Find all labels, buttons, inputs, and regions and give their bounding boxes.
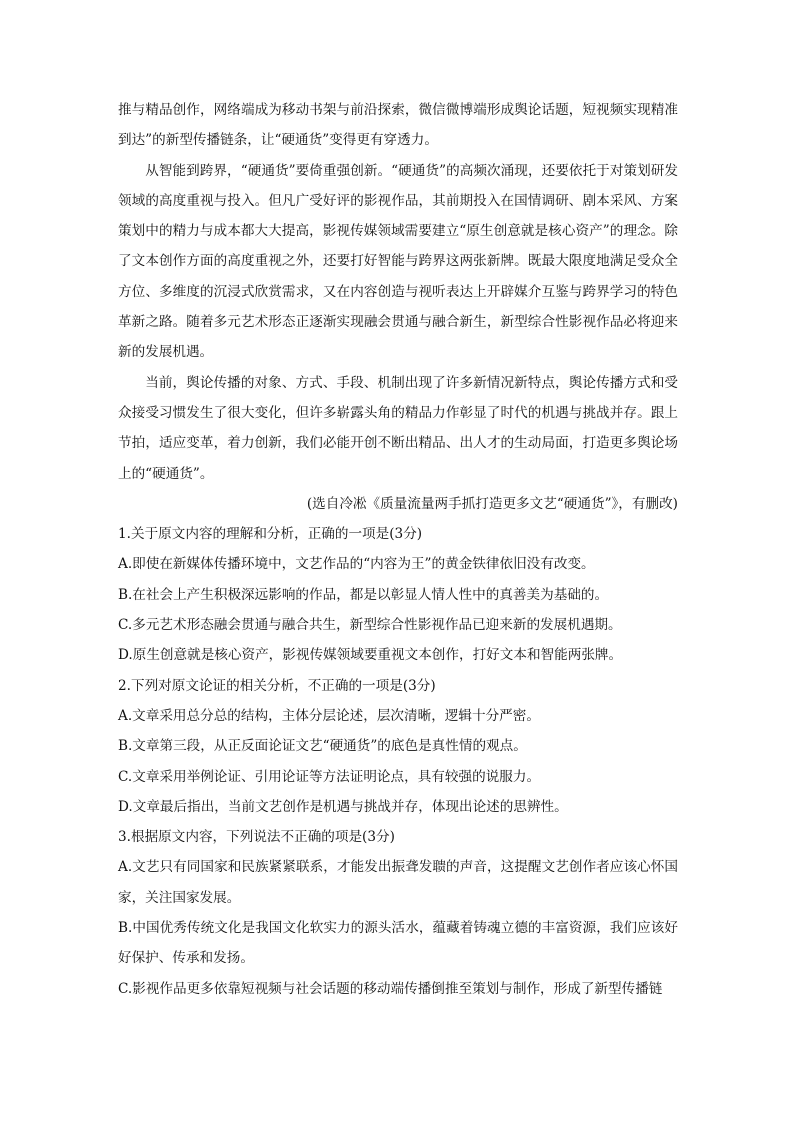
question-2	[118, 671, 678, 822]
passage-paragraph-1: 推与精品创作，网络端成为移动书架与前沿探索，微信微博端形成舆论话题，短视频实现精准到达”的新型传播链条，让“硬通货”变得更有穿透力。	[118, 102, 678, 149]
question-1	[118, 519, 678, 670]
question-3	[118, 822, 678, 1004]
question-stem: 2.下列对原文论证的相关分析，不正确的一项是(3分)	[118, 677, 436, 694]
option-d: D.文章最后指出，当前文艺创作是机遇与挑战并存，体现出论述的思辨性。	[118, 798, 568, 815]
option-b: B.在社会上产生积极深远影响的作品，都是以彰显人情人性中的真善美为基础的。	[118, 586, 609, 603]
question-stem: 3.根据原文内容，下列说法不正确的项是(3分)	[118, 829, 395, 846]
question-stem: 1.关于原文内容的理解和分析，正确的一项是(3分)	[118, 526, 423, 543]
option-b: B.中国优秀传统文化是我国文化软实力的源头活水，蕴藏着铸魂立德的丰富资源，我们应该好好保护、传承和发扬。	[118, 920, 678, 967]
document-page	[118, 95, 678, 1004]
option-c: C.影视作品更多依靠短视频与社会话题的移动端传播倒推至策划与制作，形成了新型传播链	[118, 980, 663, 997]
option-c: C.文章采用举例论证、引用论证等方法证明论点，具有较强的说服力。	[118, 768, 541, 785]
option-a: A.即使在新媒体传播环境中，文艺作品的“内容为王”的黄金铁律依旧没有改变。	[118, 556, 595, 573]
option-a: A.文章采用总分总的结构，主体分层论述，层次清晰，逻辑十分严密。	[118, 707, 540, 724]
option-a: A.文艺只有同国家和民族紧紧联系，才能发出振聋发聩的声音，这提醒文艺创作者应该心怀国家，关注国家发展。	[118, 859, 678, 906]
option-b: B.文章第三段，从正反面论证文艺“硬通货”的底色是真性情的观点。	[118, 738, 527, 755]
passage-source: (选自冷凇《质量流量两手抓打造更多文艺“硬通货”》，有删改)	[306, 495, 678, 512]
option-d: D.原生创意就是核心资产，影视传媒领域要重视文本创作，打好文本和智能两张牌。	[118, 647, 623, 664]
passage-paragraph-2: 从智能到跨界，“硬通货”要倚重强创新。“硬通货”的高频次涌现，还要依托于对策划研发领域的高度重视与投入。但凡广受好评的影视作品，其前期投入在国情调研、剧本采风、方案策划中的精力与成本都大大提高，影视传媒领域需要建立“原生创意就是核心资产”的理念。除了文本创作方面的高度重视之外，还要打好智能与跨界这两张新牌。既最大限度地满足受众全方位、多维度的沉浸式欣赏需求，又在内容创造与视听表达上开辟媒介互鉴与跨界学习的特色革新之路。随着多元艺术形态正逐渐实现融会贯通与融合新生，新型综合性影视作品必将迎来新的发展机遇。	[118, 162, 678, 361]
option-c: C.多元艺术形态融会贯通与融合共生，新型综合性影视作品已迎来新的发展机遇期。	[118, 617, 622, 634]
passage-paragraph-3: 当前，舆论传播的对象、方式、手段、机制出现了许多新情况新特点，舆论传播方式和受众接受习惯发生了很大变化，但许多崭露头角的精品力作彰显了时代的机遇与挑战并存。跟上节拍，适应变革，着力创新，我们必能开创不断出精品、出人才的生动局面，打造更多舆论场上的“硬通货”。	[118, 374, 678, 482]
